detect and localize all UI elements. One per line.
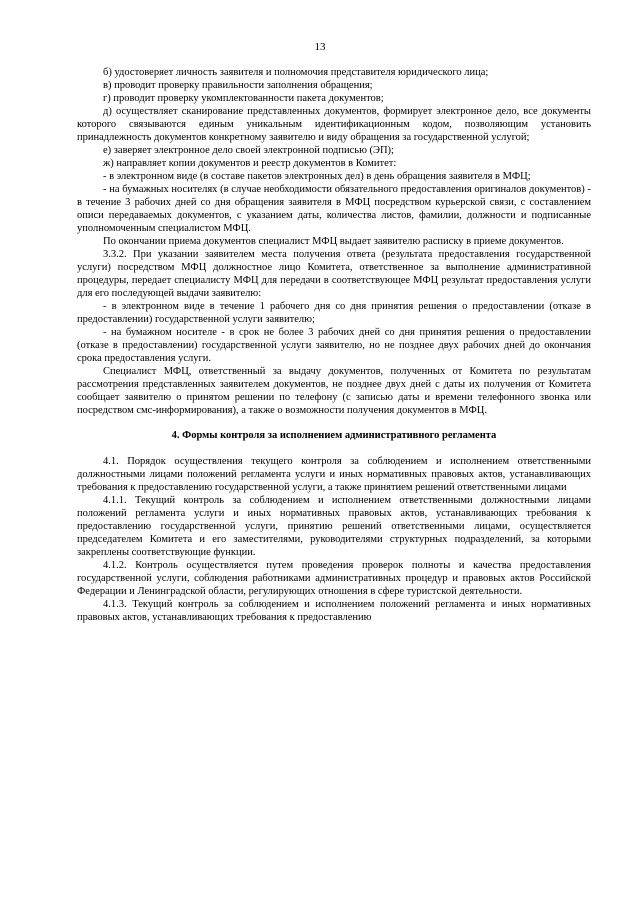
paragraph-4-1-1: 4.1.1. Текущий контроль за соблюдением и исполнением ответственными должностными лицами положений регламента услуги и иных нормативных правовых актов, устанавливающих требования к предоставлению государственной услуги, принятию решений ответственными лицами, осуществляется председателем Комитета и его заместителями, руководителями структурных подразделений, за которыми закреплены соответствующие функции.: [77, 495, 591, 558]
dash-item-electronic-result: - в электронном виде в течение 1 рабочего дня со дня принятия решения о предоставлении (отказе в предоставлении) государственной услуги заявителю;: [77, 301, 591, 325]
list-item-zh: ж) направляет копии документов и реестр документов в Комитет:: [103, 158, 397, 169]
page-number: 13: [314, 41, 326, 53]
list-item-b: б) удостоверяет личность заявителя и полномочия представителя юридического лица;: [103, 67, 489, 78]
list-item-v: в) проводит проверку правильности заполнения обращения;: [103, 80, 373, 91]
paragraph-specialist: Специалист МФЦ, ответственный за выдачу документов, полученных от Комитета по результатам рассмотрения представленных заявителем документов, не позднее двух дней с даты их получения от Комитета сообщает заявителю о принятом решении по телефону (с записью даты и времени телефонного звонка или посредством смс-информирования), а также о возможности получения документов в МФЦ.: [77, 366, 591, 416]
list-item-e: е) заверяет электронное дело своей электронной подписью (ЭП);: [103, 145, 394, 156]
list-item-g: г) проводит проверку укомплектованности пакета документов;: [103, 93, 384, 104]
section-heading: 4. Формы контроля за исполнением административного регламента: [171, 430, 497, 441]
paragraph-receipt: По окончании приема документов специалист МФЦ выдает заявителю расписку в приеме документов.: [103, 236, 564, 247]
paragraph-4-1-2: 4.1.2. Контроль осуществляется путем проведения проверок полноты и качества предоставления государственной услуги, соблюдения работниками административных процедур и правовых актов Российской Федерации и Ленинградской области, регулирующих отношения в сфере туристской деятельности.: [77, 560, 591, 597]
paragraph-4-1-3: 4.1.3. Текущий контроль за соблюдением и исполнением положений регламента и иных нормативных правовых актов, устанавливающих требования к предоставлению: [77, 599, 591, 623]
dash-item-paper: - на бумажных носителях (в случае необходимости обязательного предоставления оригиналов документов) - в течение 3 рабочих дней со дня обращения заявителя в МФЦ посредством курьерской связи, с составлением описи передаваемых документов, с указанием даты, количества листов, фамилии, должности и подписанные уполномоченным специалистом МФЦ.: [77, 184, 591, 234]
list-item-d: д) осуществляет сканирование представленных документов, формирует электронное дело, все документы которого связываются единым уникальным идентификационным кодом, позволяющим установить принадлежность документов конкретному заявителю и виду обращения за государственной услугой;: [77, 106, 591, 143]
paragraph-4-1: 4.1. Порядок осуществления текущего контроля за соблюдением и исполнением ответственными должностными лицами положений регламента услуги и иных нормативных правовых актов, устанавливающих требования к предоставлению государственной услуги, а также принятием решений ответственными лицами: [77, 456, 591, 493]
dash-item-paper-result: - на бумажном носителе - в срок не более 3 рабочих дней со дня принятия решения о предоставлении (отказе в предоставлении) государственной услуги заявителю, но не позднее двух рабочих дней до окончания срока предоставления услуги.: [77, 327, 591, 364]
paragraph-3-3-2: 3.3.2. При указании заявителем места получения ответа (результата предоставления государственной услуги) посредством МФЦ должностное лицо Комитета, ответственное за выполнение административной процедуры, передает специалисту МФЦ для передачи в соответствующее МФЦ результат предоставления услуги для его последующей выдачи заявителю:: [77, 249, 591, 299]
page-body: [77, 66, 591, 624]
dash-item-electronic: - в электронном виде (в составе пакетов электронных дел) в день обращения заявителя в МФЦ;: [103, 171, 531, 182]
